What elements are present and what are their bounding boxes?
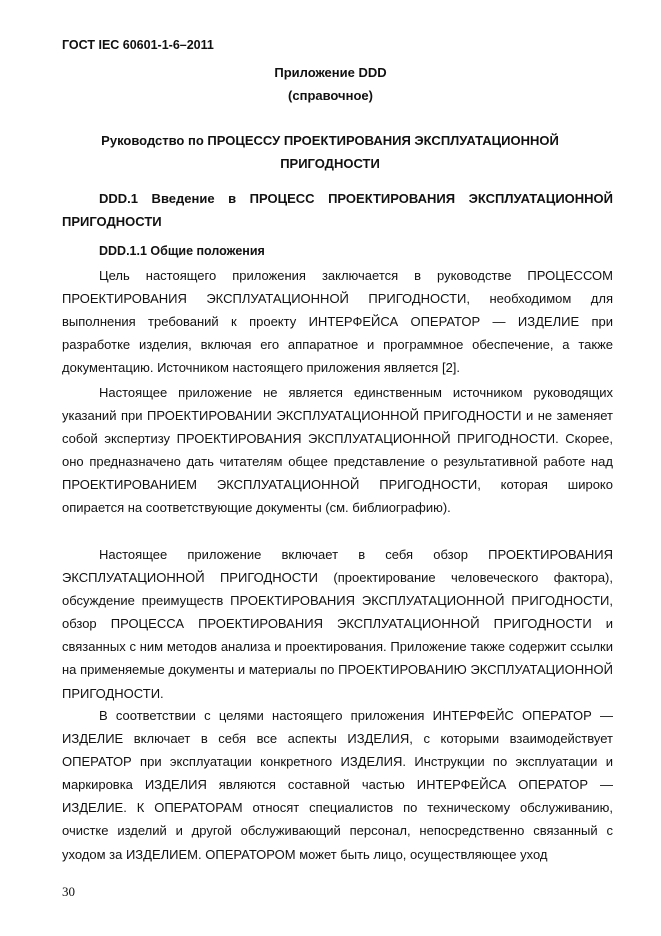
paragraph-3: Настоящее приложение включает в себя обзор ПРОЕКТИРОВАНИЯ ЭКСПЛУАТАЦИОННОЙ ПРИГОДНОСТИ (проектирование человеческого фактора), обсуждение преимуществ ПРОЕКТИРОВАНИЯ ЭКСПЛУАТАЦИОННОЙ ПРИГОДНОСТИ, обзор ПРОЦЕССА ПРОЕКТИРОВАНИЯ ЭКСПЛУАТАЦИОННОЙ ПРИГОДНОСТИ и связанных с ним методов анализа и проектирования. Приложение также содержит ссылки на применяемые документы и материалы по ПРОЕКТИРОВАНИЮ ЭКСПЛУАТАЦИОННОЙ ПРИГОДНОСТИ. [62,547,613,701]
subsection-heading: DDD.1.1 Общие положения [99,244,265,258]
document-title: Руководство по ПРОЦЕССУ ПРОЕКТИРОВАНИЯ ЭКСПЛУАТАЦИОННОЙ ПРИГОДНОСТИ [101,133,559,171]
paragraph-4: В соответствии с целями настоящего приложения ИНТЕРФЕЙС ОПЕРАТОР — ИЗДЕЛИЕ включает в себя все аспекты ИЗДЕЛИЯ, с которыми взаимодействует ОПЕРАТОР при эксплуатации конкретного ИЗДЕЛИЯ. Инструкции по эксплуатации и маркировка ИЗДЕЛИЯ являются составной частью ИНТЕРФЕЙСА ОПЕРАТОР — ИЗДЕЛИЕ. К ОПЕРАТОРАМ относят специалистов по техническому обслуживанию, очистке изделий и другой обслуживающий персонал, непосредственно связанный с уходом за ИЗДЕЛИЕМ. ОПЕРАТОРОМ может быть лицо, осуществляющее уход [62,708,613,862]
appendix-title: Приложение DDD [274,65,387,80]
appendix-note: (справочное) [288,88,373,103]
section-heading: DDD.1 Введение в ПРОЦЕСС ПРОЕКТИРОВАНИЯ ЭКСПЛУАТАЦИОННОЙ ПРИГОДНОСТИ [62,191,613,229]
page-number: 30 [62,884,75,899]
paragraph-1: Цель настоящего приложения заключается в руководстве ПРОЦЕССОМ ПРОЕКТИРОВАНИЯ ЭКСПЛУАТАЦИОННОЙ ПРИГОДНОСТИ, необходимом для выполнения требований к проекту ИНТЕРФЕЙСА ОПЕРАТОР — ИЗДЕЛИЕ при разработке изделия, включая его аппаратное и программное обеспечение, а также документацию. Источником настоящего приложения является [2]. [62,268,613,376]
paragraph-2: Настоящее приложение не является единственным источником руководящих указаний при ПРОЕКТИРОВАНИИ ЭКСПЛУАТАЦИОННОЙ ПРИГОДНОСТИ и не заменяет собой экспертизу ПРОЕКТИРОВАНИЯ ЭКСПЛУАТАЦИОННОЙ ПРИГОДНОСТИ. Скорее, оно предназначено дать читателям общее представление о результативной работе над ПРОЕКТИРОВАНИЕМ ЭКСПЛУАТАЦИОННОЙ ПРИГОДНОСТИ, которая широко опирается на соответствующие документы (см. библиографию). [62,385,613,516]
document-header: ГОСТ IEC 60601-1-6–2011 [62,38,214,52]
